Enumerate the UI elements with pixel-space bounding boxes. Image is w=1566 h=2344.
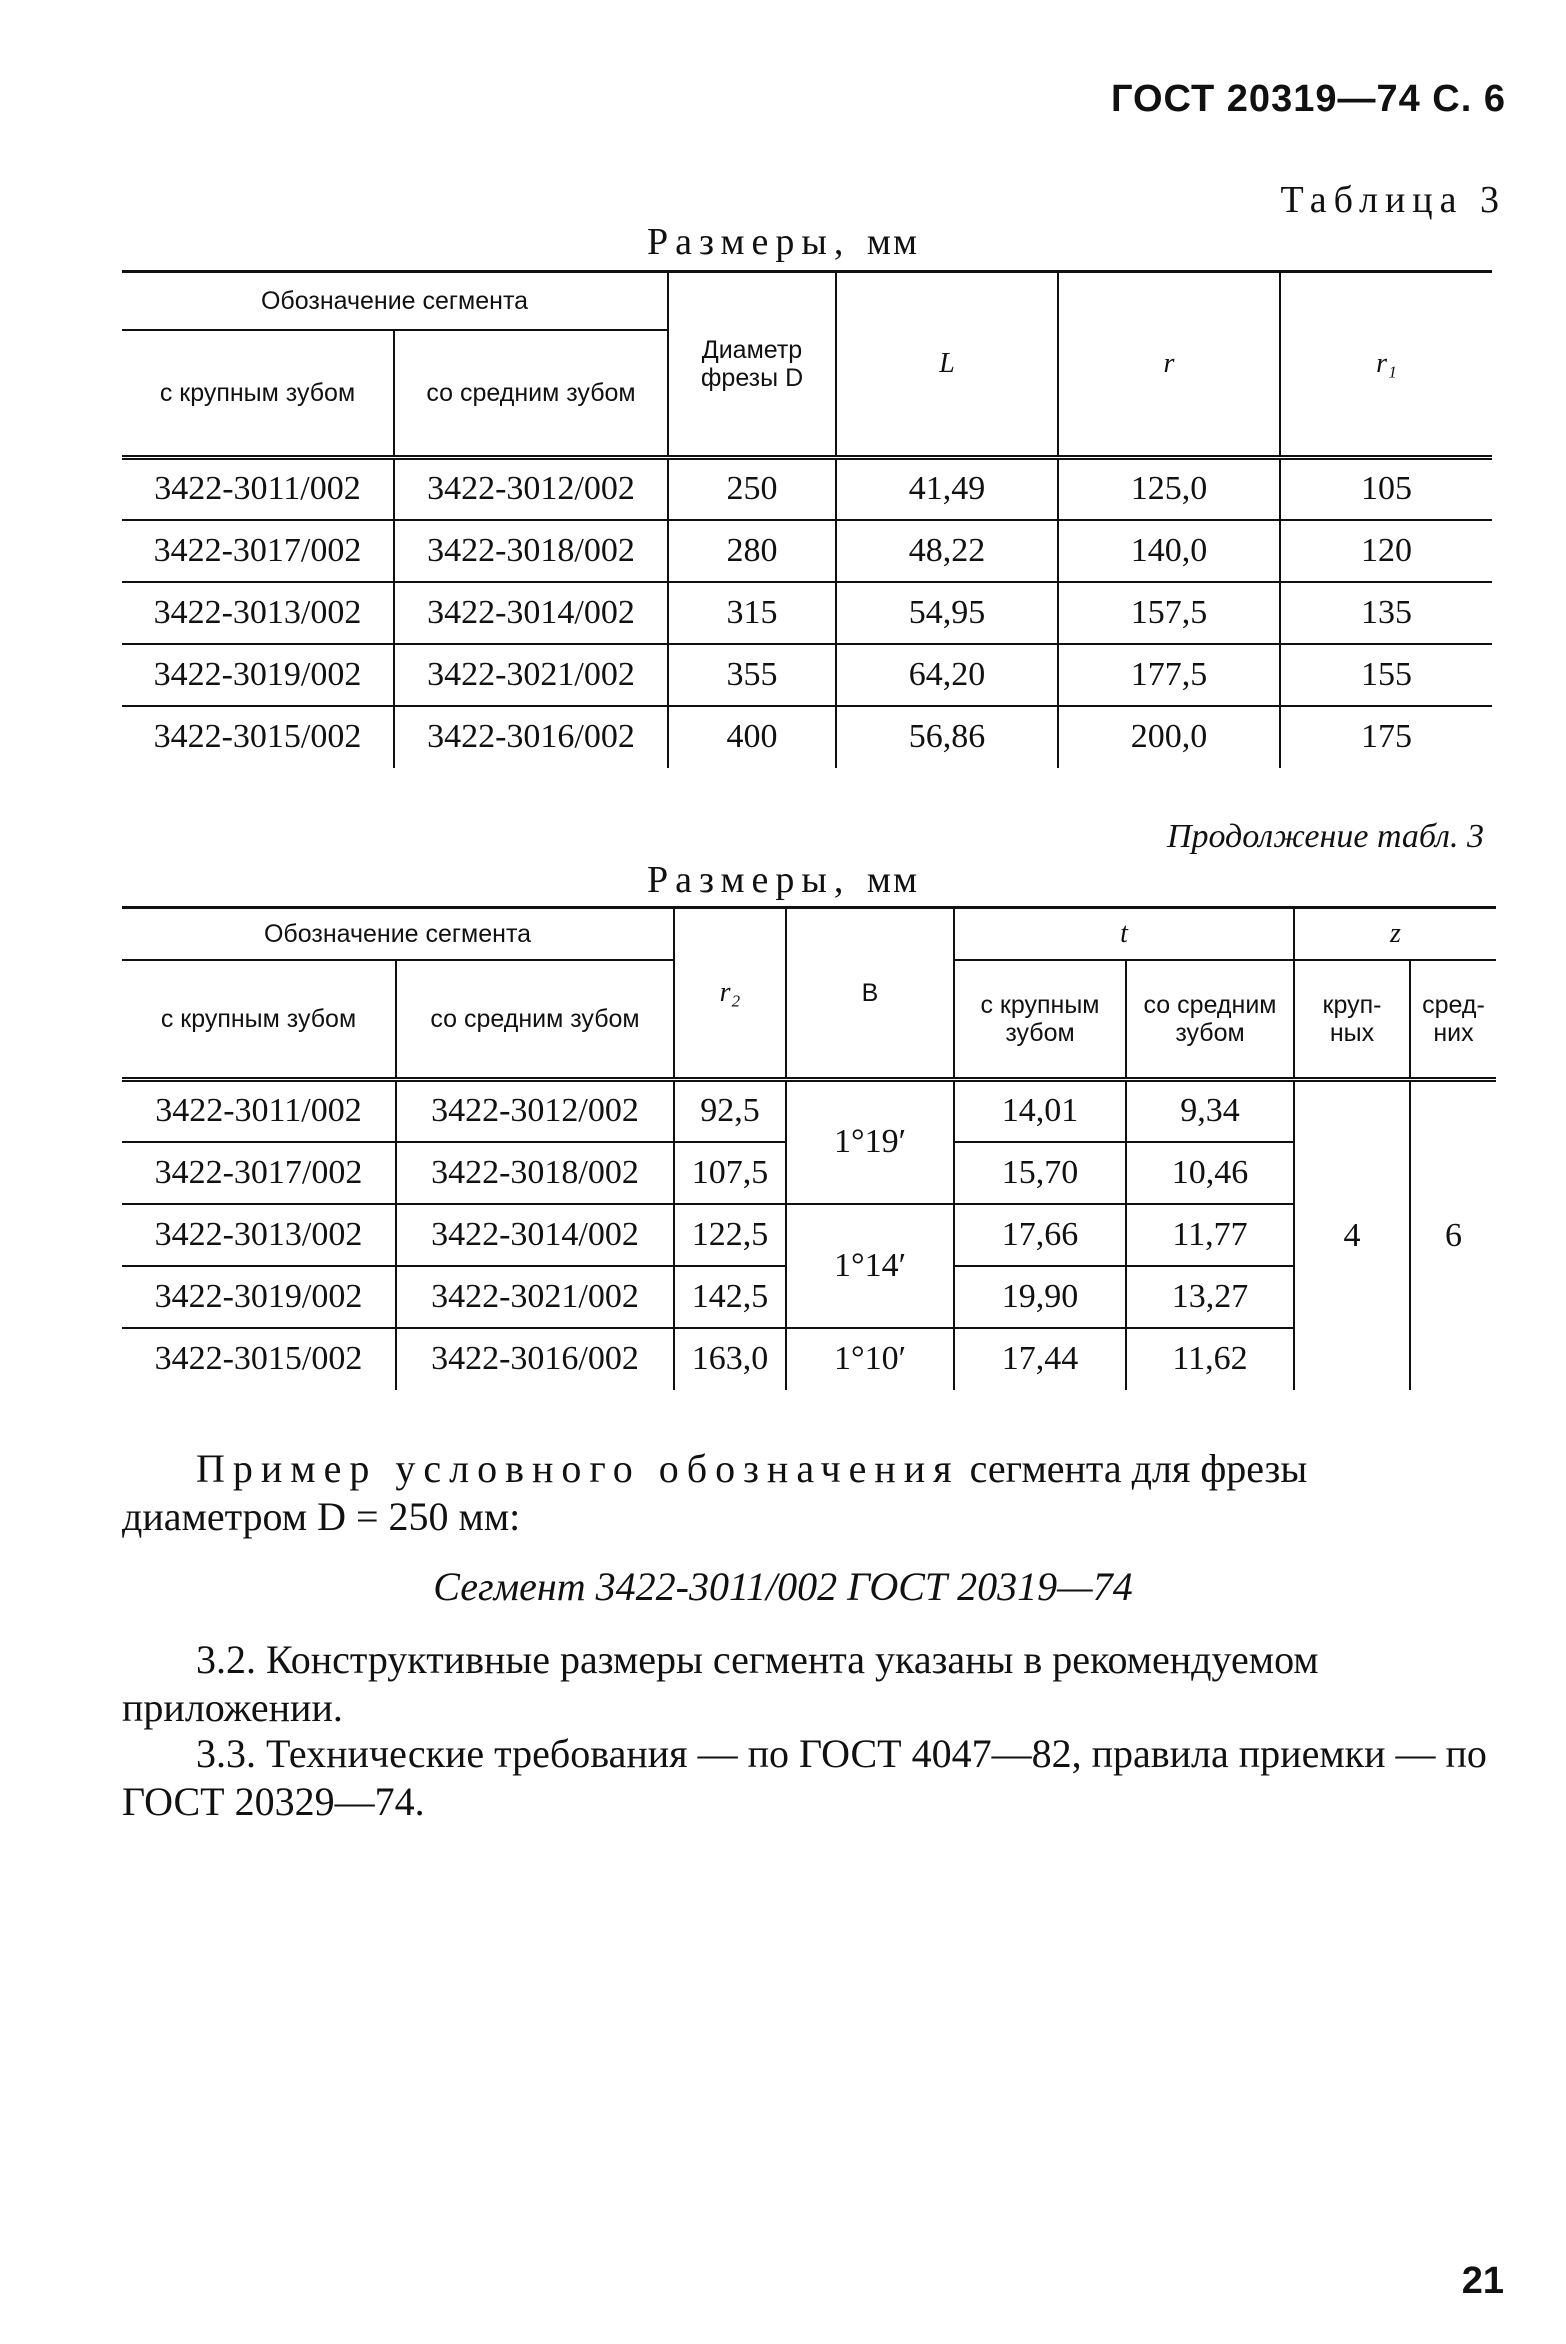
table1-cell-r: 157,5 xyxy=(1058,582,1280,644)
table1-cell-r: 140,0 xyxy=(1058,520,1280,582)
table1-col-diameter-line1: Диаметр xyxy=(701,336,803,364)
table1-cell-r1: 105 xyxy=(1280,458,1492,520)
table1-group-header: Обозначение сегмента xyxy=(122,272,668,330)
table2-cell-t-large: 19,90 xyxy=(954,1266,1126,1328)
table2-cell-t-medium: 11,77 xyxy=(1126,1204,1294,1266)
table2-cell-large: 3422-3019/002 xyxy=(122,1266,396,1328)
table2-cell-z-large: 4 xyxy=(1294,1080,1410,1390)
table2-cell-r2: 142,5 xyxy=(674,1266,786,1328)
table-row xyxy=(122,520,1492,582)
table2-cell-B: 1°19′ xyxy=(786,1080,954,1204)
table2-col-large-tooth: с крупным зубом xyxy=(122,960,396,1080)
table2-cell-large: 3422-3017/002 xyxy=(122,1142,396,1204)
table1-cell-L: 41,49 xyxy=(836,458,1058,520)
table2-cell-medium: 3422-3021/002 xyxy=(396,1266,674,1328)
table2-caption-text: Размеры, xyxy=(646,859,851,901)
table1-col-diameter xyxy=(668,272,836,458)
table1-cell-r: 200,0 xyxy=(1058,706,1280,768)
table1-cell-medium: 3422-3018/002 xyxy=(394,520,668,582)
table2-cell-r2: 92,5 xyxy=(674,1080,786,1142)
table2-cell-r2: 107,5 xyxy=(674,1142,786,1204)
table1-cell-large: 3422-3011/002 xyxy=(122,458,394,520)
table2-cell-r2: 163,0 xyxy=(674,1328,786,1390)
table-label: Таблица 3 xyxy=(1280,179,1506,221)
table1-cell-large: 3422-3017/002 xyxy=(122,520,394,582)
table1-col-medium-tooth: со средним зубом xyxy=(394,330,668,458)
table1-cell-D: 315 xyxy=(668,582,836,644)
running-title: ГОСТ 20319—74 С. 6 xyxy=(1110,78,1506,120)
table-row xyxy=(122,1080,1496,1142)
continuation-label: Продолжение табл. 3 xyxy=(1166,818,1484,855)
table2-cell-B: 1°14′ xyxy=(786,1204,954,1328)
table2-cell-t-large: 17,44 xyxy=(954,1328,1126,1390)
table1-cell-large: 3422-3019/002 xyxy=(122,644,394,706)
table2-group-t: t xyxy=(954,908,1294,960)
table1-cell-medium: 3422-3016/002 xyxy=(394,706,668,768)
example-paragraph xyxy=(122,1445,1498,1541)
table1-cell-D: 280 xyxy=(668,520,836,582)
table1-col-L: L xyxy=(836,272,1058,458)
table2-cell-t-medium: 10,46 xyxy=(1126,1142,1294,1204)
table2-col-z-large xyxy=(1294,960,1410,1080)
table1-cell-large: 3422-3015/002 xyxy=(153,718,362,755)
table2-col-t-medium-line1: со средним xyxy=(1143,990,1277,1019)
table2-cell-medium: 3422-3014/002 xyxy=(396,1204,674,1266)
table2-cell-large: 3422-3015/002 xyxy=(154,1340,363,1377)
table2-cell-t-large: 14,01 xyxy=(954,1080,1126,1142)
table-row xyxy=(122,458,1492,520)
table-row xyxy=(122,706,1492,768)
example-phrase-rest: сегмента для фрезы диаметром D = 250 мм: xyxy=(122,1446,1308,1539)
table2-cell-B: 1°10′ xyxy=(786,1328,954,1390)
paragraph-3-3: 3.3. Технические требования — по ГОСТ 4047—82, правила приемки — по ГОСТ 20329—74. xyxy=(122,1731,1487,1824)
table2-cell-t-medium: 9,34 xyxy=(1126,1080,1294,1142)
table1-cell-L: 54,95 xyxy=(836,582,1058,644)
dimensions-table-2 xyxy=(122,906,1496,1390)
table1-cell-medium: 3422-3021/002 xyxy=(394,644,668,706)
table2-cell-large: 3422-3011/002 xyxy=(122,1080,396,1142)
table1-cell-medium: 3422-3014/002 xyxy=(394,582,668,644)
table2-cell-r2: 122,5 xyxy=(674,1204,786,1266)
table2-col-z-medium-line2: них xyxy=(1433,1018,1474,1047)
table1-cell-r1: 120 xyxy=(1280,520,1492,582)
table2-col-medium-tooth: со средним зубом xyxy=(396,960,674,1080)
table1-cell-large: 3422-3013/002 xyxy=(122,582,394,644)
table2-col-z-medium xyxy=(1410,960,1496,1080)
table-row xyxy=(122,644,1492,706)
table2-col-z-medium-line1: сред- xyxy=(1422,990,1485,1019)
table2-col-B: B xyxy=(786,908,954,1080)
table2-caption xyxy=(0,858,1566,902)
table2-col-z-large-line1: круп- xyxy=(1322,990,1382,1019)
table2-cell-t-large: 15,70 xyxy=(954,1142,1126,1204)
table-row xyxy=(122,1328,1496,1390)
table1-caption-unit: мм xyxy=(866,221,919,263)
table2-group-z: z xyxy=(1294,908,1496,960)
dimensions-table-1 xyxy=(122,270,1492,768)
table1-cell-D: 400 xyxy=(668,706,836,768)
table1-cell-r1: 175 xyxy=(1280,706,1492,768)
table1-col-large-tooth: с крупным зубом xyxy=(122,330,394,458)
table2-cell-t-large: 17,66 xyxy=(954,1204,1126,1266)
example-designation: Сегмент 3422-3011/002 ГОСТ 20319—74 xyxy=(433,1564,1133,1609)
table1-cell-r1: 135 xyxy=(1280,582,1492,644)
table2-cell-medium: 3422-3012/002 xyxy=(396,1080,674,1142)
table1-caption xyxy=(0,220,1566,264)
table2-group-header: Обозначение сегмента xyxy=(122,908,674,960)
table1-cell-r1: 155 xyxy=(1280,644,1492,706)
table2-col-z-large-line2: ных xyxy=(1329,1018,1375,1047)
table-row xyxy=(122,582,1492,644)
table1-cell-r: 125,0 xyxy=(1058,458,1280,520)
table2-cell-t-medium: 13,27 xyxy=(1126,1266,1294,1328)
table2-caption-unit: мм xyxy=(866,859,919,901)
page-number: 21 xyxy=(1461,2260,1504,2302)
table1-col-diameter-line2: фрезы D xyxy=(700,364,804,392)
table1-cell-L: 64,20 xyxy=(836,644,1058,706)
table1-cell-L: 56,86 xyxy=(836,706,1058,768)
table2-col-t-medium-line2: зубом xyxy=(1175,1018,1245,1047)
table1-cell-r: 177,5 xyxy=(1058,644,1280,706)
table1-cell-medium: 3422-3012/002 xyxy=(394,458,668,520)
table2-cell-large: 3422-3013/002 xyxy=(122,1204,396,1266)
table2-col-t-large-line1: с крупным xyxy=(980,990,1100,1019)
example-spaced-phrase: Пример условного обозначения xyxy=(196,1446,960,1491)
paragraph-3-2: 3.2. Конструктивные размеры сегмента указаны в рекомендуемом приложении. xyxy=(122,1637,1319,1730)
table2-cell-z-medium: 6 xyxy=(1410,1080,1496,1390)
table1-cell-L: 48,22 xyxy=(836,520,1058,582)
table2-col-t-large-line2: зубом xyxy=(1005,1018,1075,1047)
table1-caption-text: Размеры, xyxy=(646,221,851,263)
table1-cell-D: 355 xyxy=(668,644,836,706)
table2-col-t-medium xyxy=(1126,960,1294,1080)
table1-col-r: r xyxy=(1058,272,1280,458)
table-row xyxy=(122,1204,1496,1266)
table2-cell-t-medium: 11,62 xyxy=(1126,1328,1294,1390)
table2-col-r2: r₂ xyxy=(674,908,786,1080)
table2-cell-medium: 3422-3018/002 xyxy=(396,1142,674,1204)
table1-col-r1: r₁ xyxy=(1280,272,1492,458)
table2-col-t-large xyxy=(954,960,1126,1080)
table1-cell-D: 250 xyxy=(668,458,836,520)
table2-cell-medium: 3422-3016/002 xyxy=(396,1328,674,1390)
